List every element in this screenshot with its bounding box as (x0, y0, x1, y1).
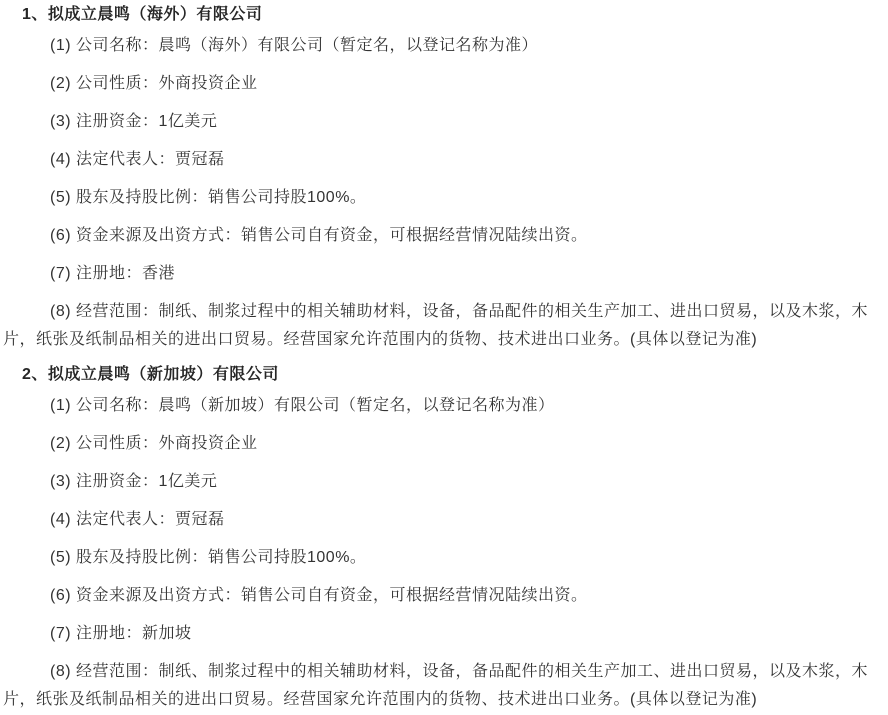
section-1-item-legal-representative: (4) 法定代表人：贾冠磊 (50, 151, 225, 168)
section-1-item-business-scope: (8) 经营范围：制纸、制浆过程中的相关辅助材料，设备，备品配件的相关生产加工、进出口贸易，以及木浆，木片，纸张及纸制品相关的进出口贸易。经营国家允许范围内的货物、技术进出口业务。(具体以登记为准) (3, 303, 869, 348)
section-1-item-funding-source: (6) 资金来源及出资方式：销售公司自有资金，可根据经营情况陆续出资。 (50, 227, 588, 244)
section-2-item-legal-representative: (4) 法定代表人：贾冠磊 (50, 511, 225, 528)
section-2-item-company-type: (2) 公司性质：外商投资企业 (50, 435, 258, 452)
section-1-item-registration-place: (7) 注册地：香港 (50, 265, 176, 282)
section-2-item-registered-capital: (3) 注册资金：1亿美元 (50, 473, 218, 490)
section-1-item-registered-capital: (3) 注册资金：1亿美元 (50, 113, 218, 130)
section-2-item-business-scope: (8) 经营范围：制纸、制浆过程中的相关辅助材料，设备，备品配件的相关生产加工、进出口贸易，以及木浆，木片，纸张及纸制品相关的进出口贸易。经营国家允许范围内的货物、技术进出口业务。(具体以登记为准) (3, 663, 869, 708)
section-1-item-company-name: (1) 公司名称：晨鸣（海外）有限公司（暂定名，以登记名称为准） (50, 37, 539, 54)
section-1-item-shareholding: (5) 股东及持股比例：销售公司持股100%。 (50, 189, 367, 206)
section-1-heading: 1、拟成立晨鸣（海外）有限公司 (22, 6, 263, 23)
section-2-item-funding-source: (6) 资金来源及出资方式：销售公司自有资金，可根据经营情况陆续出资。 (50, 587, 588, 604)
section-2-item-company-name: (1) 公司名称：晨鸣（新加坡）有限公司（暂定名，以登记名称为准） (50, 397, 555, 414)
section-2-item-shareholding: (5) 股东及持股比例：销售公司持股100%。 (50, 549, 367, 566)
section-2-item-registration-place: (7) 注册地：新加坡 (50, 625, 192, 642)
section-2-heading: 2、拟成立晨鸣（新加坡）有限公司 (22, 366, 279, 383)
section-1-item-company-type: (2) 公司性质：外商投资企业 (50, 75, 258, 92)
